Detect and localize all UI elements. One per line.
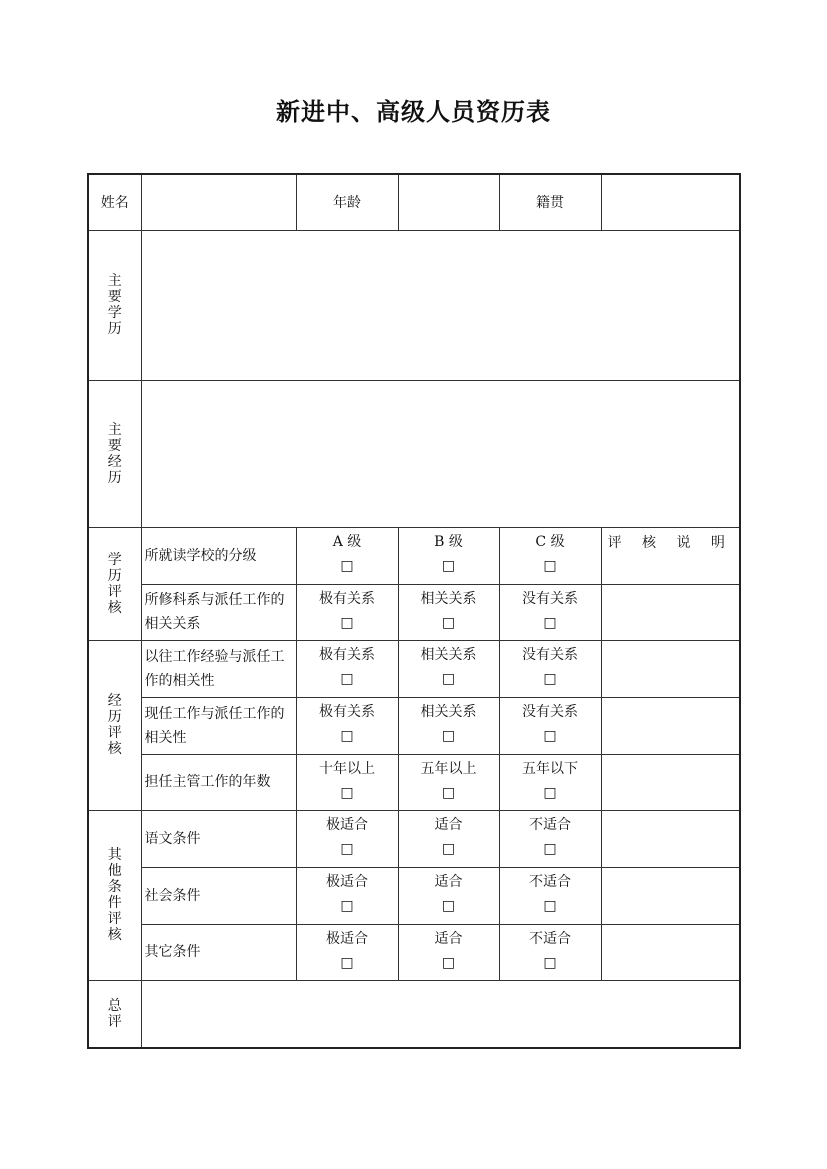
option-cell: 五年以上 □ (398, 754, 499, 810)
origin-field[interactable] (601, 174, 740, 230)
option-cell: 五年以下 □ (499, 754, 601, 810)
checkbox[interactable]: □ (441, 557, 456, 574)
education-field[interactable] (141, 230, 740, 380)
option-cell: 极有关系 □ (296, 697, 398, 754)
age-label: 年龄 (296, 174, 398, 230)
name-field[interactable] (141, 174, 296, 230)
checkbox[interactable]: □ (441, 840, 456, 857)
option-cell: 没有关系 □ (499, 584, 601, 640)
remark-field[interactable] (601, 810, 740, 867)
checkbox[interactable]: □ (340, 840, 354, 857)
option-cell: 极有关系 □ (296, 584, 398, 640)
checkbox[interactable]: □ (543, 897, 557, 914)
option-cell: 没有关系 □ (499, 640, 601, 697)
criterion-label: 社会条件 (141, 867, 296, 924)
education-eval-label: 学 历 评 核 (88, 527, 141, 640)
language-row (88, 810, 740, 867)
checkbox[interactable]: □ (340, 954, 354, 971)
option-cell: 极适合 □ (296, 924, 398, 980)
age-field[interactable] (398, 174, 499, 230)
remark-field[interactable] (601, 640, 740, 697)
checkbox[interactable]: □ (543, 670, 557, 687)
option-cell: 相关关系 □ (398, 584, 499, 640)
remark-field[interactable] (601, 924, 740, 980)
checkbox[interactable]: □ (543, 784, 557, 801)
checkbox[interactable]: □ (441, 784, 456, 801)
option-cell: 相关关系 □ (398, 640, 499, 697)
checkbox[interactable]: □ (441, 954, 456, 971)
checkbox[interactable]: □ (441, 727, 456, 744)
checkbox[interactable]: □ (340, 784, 354, 801)
remark-field[interactable] (601, 697, 740, 754)
experience-eval-label: 经 历 评 核 (88, 640, 141, 810)
remarks-header: 评 核 说 明 (601, 527, 740, 584)
page-title: 新进中、高级人员资历表 (276, 97, 551, 126)
name-label: 姓名 (88, 174, 141, 230)
checkbox[interactable]: □ (441, 670, 456, 687)
remark-field[interactable] (601, 584, 740, 640)
criterion-label: 担任主管工作的年数 (141, 754, 296, 810)
criterion-label: 以往工作经验与派任工作的相关性 (141, 640, 296, 697)
option-cell: A 级 □ (296, 527, 398, 584)
checkbox[interactable]: □ (543, 727, 557, 744)
header-row (88, 174, 740, 230)
checkbox[interactable]: □ (340, 897, 354, 914)
checkbox[interactable]: □ (543, 840, 557, 857)
criterion-label: 所就读学校的分级 (141, 527, 296, 584)
education-label: 主 要 学 历 (88, 230, 141, 380)
option-cell: 适合 □ (398, 924, 499, 980)
major-row (88, 584, 740, 640)
criterion-label: 现任工作与派任工作的相关性 (141, 697, 296, 754)
remark-field[interactable] (601, 754, 740, 810)
remark-field[interactable] (601, 867, 740, 924)
summary-row (88, 980, 740, 1048)
option-cell: 极适合 □ (296, 810, 398, 867)
checkbox[interactable]: □ (441, 897, 456, 914)
checkbox[interactable]: □ (340, 727, 354, 744)
criterion-label: 语文条件 (141, 810, 296, 867)
past-work-row (88, 640, 740, 697)
option-cell: 相关关系 □ (398, 697, 499, 754)
option-cell: 不适合 □ (499, 924, 601, 980)
experience-field[interactable] (141, 380, 740, 527)
checkbox[interactable]: □ (543, 614, 557, 631)
school-grade-row (88, 527, 740, 584)
summary-label: 总 评 (88, 980, 141, 1048)
criterion-label: 所修科系与派任工作的相关关系 (141, 584, 296, 640)
experience-row (88, 380, 740, 527)
checkbox[interactable]: □ (441, 614, 456, 631)
checkbox[interactable]: □ (340, 557, 354, 574)
option-cell: 不适合 □ (499, 867, 601, 924)
management-row (88, 754, 740, 810)
option-cell: 适合 □ (398, 867, 499, 924)
checkbox[interactable]: □ (340, 670, 354, 687)
option-cell: 极适合 □ (296, 867, 398, 924)
experience-label: 主 要 经 历 (88, 380, 141, 527)
checkbox[interactable]: □ (543, 557, 557, 574)
education-row (88, 230, 740, 380)
option-cell: 不适合 □ (499, 810, 601, 867)
option-cell: B 级 □ (398, 527, 499, 584)
option-cell: C 级 □ (499, 527, 601, 584)
origin-label: 籍贯 (499, 174, 601, 230)
checkbox[interactable]: □ (340, 614, 354, 631)
option-cell: 没有关系 □ (499, 697, 601, 754)
criterion-label: 其它条件 (141, 924, 296, 980)
option-cell: 极有关系 □ (296, 640, 398, 697)
resume-form-table (87, 173, 741, 1049)
summary-field[interactable] (141, 980, 740, 1048)
current-work-row (88, 697, 740, 754)
checkbox[interactable]: □ (543, 954, 557, 971)
social-row (88, 867, 740, 924)
option-cell: 适合 □ (398, 810, 499, 867)
other-row (88, 924, 740, 980)
other-eval-label: 其 他 条 件 评 核 (88, 810, 141, 980)
option-cell: 十年以上 □ (296, 754, 398, 810)
